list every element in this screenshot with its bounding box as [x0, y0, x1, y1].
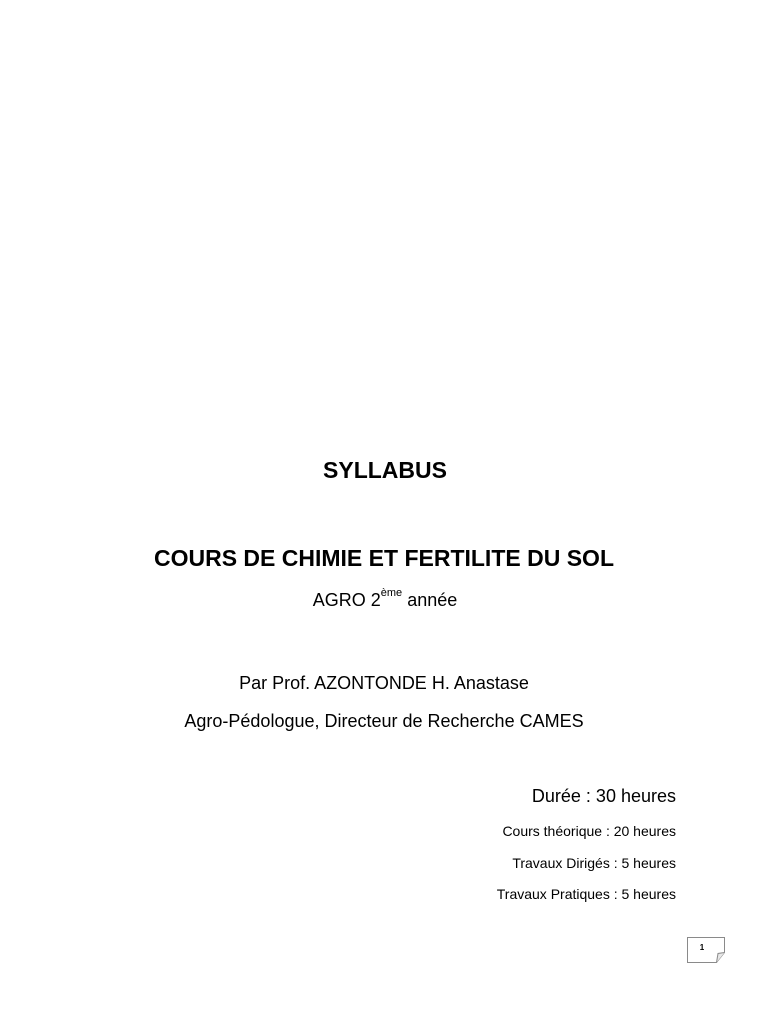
course-level-suffix: année	[402, 590, 458, 610]
course-level	[1, 587, 768, 611]
document-heading: SYLLABUS	[323, 457, 447, 483]
duration-theory: Cours théorique : 20 heures	[502, 823, 676, 839]
course-level-prefix: AGRO 2	[312, 590, 381, 610]
course-title: COURS DE CHIMIE ET FERTILITE DU SOL	[153, 545, 614, 571]
page-number-badge	[687, 937, 725, 963]
duration-practicals: Travaux Pratiques : 5 heures	[496, 886, 676, 902]
page-number: 1	[699, 943, 705, 952]
course-level-superscript: ème	[380, 587, 403, 599]
author-line: Par Prof. AZONTONDE H. Anastase	[239, 673, 529, 693]
duration-tutorials: Travaux Dirigés : 5 heures	[512, 855, 676, 871]
course-duration: Durée : 30 heures	[531, 786, 676, 806]
author-role: Agro-Pédologue, Directeur de Recherche CAMES	[184, 711, 584, 731]
